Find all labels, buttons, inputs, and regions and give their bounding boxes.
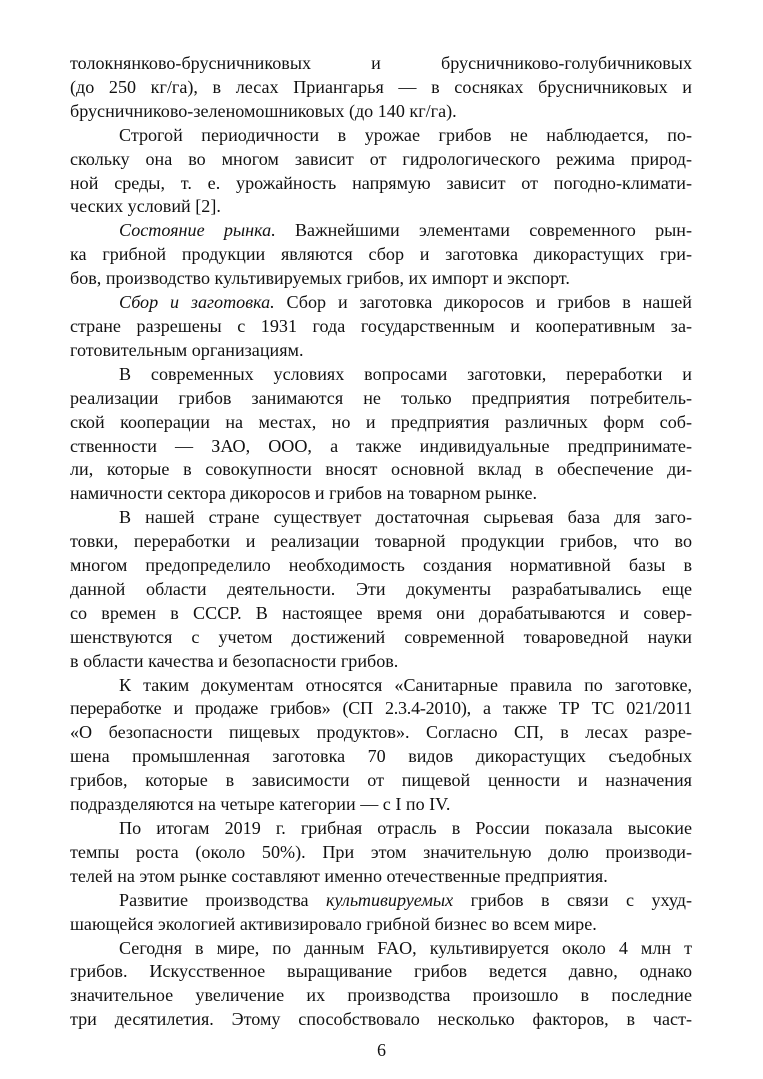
text-line: В современных условиях вопросами заготовки, переработки и <box>119 363 692 384</box>
page-body <box>70 52 692 1032</box>
text-line: готовительным организациям. <box>70 339 304 360</box>
text-line: ственности — ЗАО, ООО, а также индивидуальные предпринимате- <box>70 435 692 456</box>
text-line: Сегодня в мире, по данным FAO, культивируется около 4 млн т <box>119 937 692 958</box>
text-line: Состояние рынка. Важнейшими элементами современного рын- <box>119 220 692 241</box>
paragraph <box>70 291 692 363</box>
text-line: подразделяются на четыре категории — с I по IV. <box>70 794 451 815</box>
paragraph <box>70 937 692 1033</box>
italic-lead: Состояние рынка. <box>119 220 276 241</box>
italic-term: культивируемых <box>326 889 454 910</box>
text-line: Сбор и заготовка. Сбор и заготовка дикоросов и грибов в нашей <box>119 292 692 313</box>
text-line: шенствуются с учетом достижений современной товароведной науки <box>70 626 692 647</box>
italic-lead: Сбор и заготовка. <box>119 292 275 313</box>
text-line: ческих условий [2]. <box>70 196 221 217</box>
text-line: со времен в СССР. В настоящее время они дорабатываются и совер- <box>70 602 692 623</box>
paragraph <box>70 363 692 506</box>
text-line: брусничниково-зеленомошниковых (до 140 кг/га). <box>70 100 457 121</box>
text-line: В нашей стране существует достаточная сырьевая база для заго- <box>119 507 692 528</box>
text-line: темпы роста (около 50%). При этом значительную долю производи- <box>70 841 692 862</box>
text-line: переработке и продаже грибов» (СП 2.3.4-2010), а также ТР ТС 021/2011 <box>70 698 692 719</box>
paragraph <box>70 124 692 220</box>
paragraph <box>70 817 692 889</box>
text-line: толокнянково-брусничниковых и брусничниково-голубичниковых <box>70 53 692 73</box>
text-line: намичности сектора дикоросов и грибов на товарном рынке. <box>70 483 538 504</box>
text-line: грибов. Искусственное выращивание грибов ведется давно, однако <box>70 961 692 982</box>
text-line: К таким документам относятся «Санитарные правила по заготовке, <box>119 674 692 695</box>
text-line: бов, производство культивируемых грибов, их импорт и экспорт. <box>70 268 570 289</box>
text-line: товки, переработки и реализации товарной продукции грибов, что во <box>70 531 692 552</box>
text-line: (до 250 кг/га), в лесах Приангарья — в сосняках брусничниковых и <box>70 76 692 97</box>
text-line: ной среды, т. е. урожайность напрямую зависит от погодно-климати- <box>70 172 692 193</box>
text-line: По итогам 2019 г. грибная отрасль в России показала высокие <box>119 818 692 838</box>
text-line: значительное увеличение их производства произошло в последние <box>70 985 692 1006</box>
text-line: ской кооперации на местах, но и предприятия различных форм соб- <box>70 411 692 432</box>
text-line: данной области деятельности. Эти документы разрабатывались еще <box>70 578 692 599</box>
text-line: ка грибной продукции являются сбор и заготовка дикорастущих гри- <box>70 244 692 265</box>
text-line: «О безопасности пищевых продуктов». Согласно СП, в лесах разре- <box>70 722 692 743</box>
text-line: Строгой периодичности в урожае грибов не наблюдается, по- <box>119 124 692 145</box>
text-line: грибов, которые в зависимости от пищевой ценности и назначения <box>70 770 692 791</box>
text-line: шающейся экологией активизировало грибной бизнес во всем мире. <box>70 913 597 934</box>
page-number: 6 <box>377 1040 386 1060</box>
paragraph <box>70 889 692 937</box>
text-line: телей на этом рынке составляют именно отечественные предприятия. <box>70 865 608 886</box>
paragraph <box>70 506 692 673</box>
text-line: реализации грибов занимаются не только предприятия потребитель- <box>70 387 692 408</box>
paragraph <box>70 219 692 291</box>
text-line: Развитие производства культивируемых грибов в связи с ухуд- <box>119 889 693 910</box>
text-line: три десятилетия. Этому способствовало несколько факторов, в част- <box>70 1009 692 1030</box>
text-line: скольку она во многом зависит от гидрологического режима природ- <box>70 148 692 169</box>
paragraph <box>70 674 692 817</box>
text-line: ли, которые в совокупности вносят основной вклад в обеспечение ди- <box>70 459 692 480</box>
text-line: многом предопределило необходимость создания нормативной базы в <box>70 555 692 576</box>
paragraph <box>70 52 692 124</box>
text-line: шена промышленная заготовка 70 видов дикорастущих съедобных <box>70 746 692 767</box>
text-line: стране разрешены с 1931 года государственным и кооперативным за- <box>70 315 692 336</box>
text-line: в области качества и безопасности грибов. <box>70 650 399 671</box>
